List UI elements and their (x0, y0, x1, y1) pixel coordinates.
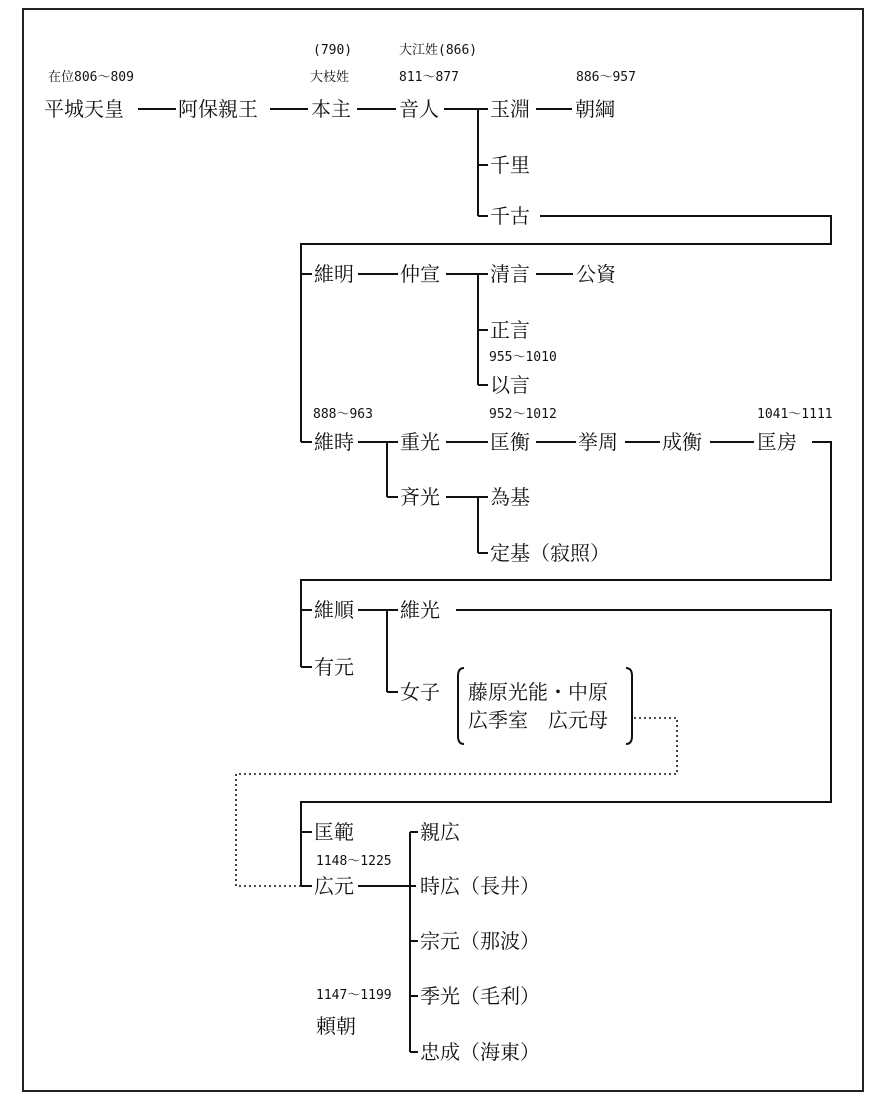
bracket-line-1: 藤原光能・中原 (468, 680, 608, 704)
otondo-sei-note: 大江姓(866) (399, 43, 478, 58)
person-koretoki: 維時 (314, 430, 354, 454)
person-tamabuchi: 玉淵 (490, 97, 530, 121)
person-yoritomo: 頼朝 (316, 1014, 356, 1038)
mochinori-years-note: 955～1010 (489, 350, 557, 365)
person-shigemitsu: 重光 (400, 430, 440, 454)
person-motonushi: 本主 (311, 97, 351, 121)
koretoki-years-note: 888～963 (313, 407, 373, 422)
person-abo: 阿保親王 (178, 97, 258, 121)
person-onnago: 女子 (400, 680, 440, 704)
person-tokihiro: 時広（長井） (420, 874, 540, 898)
motonushi-sei-note: 大枝姓 (310, 70, 350, 85)
person-heizei: 平城天皇 (44, 97, 124, 121)
person-narimitsu: 斉光 (400, 485, 440, 509)
person-masanori: 正言 (490, 318, 530, 342)
person-chikahiro: 親広 (420, 820, 460, 844)
person-kiyonori: 清言 (490, 262, 530, 286)
person-chifuru: 千古 (490, 204, 530, 228)
person-asatsuna: 朝綱 (575, 97, 615, 121)
person-masafusa: 匡房 (757, 430, 797, 454)
person-hiromoto: 広元 (314, 874, 354, 898)
hiromoto-years-note: 1148～1225 (316, 854, 392, 869)
person-narihira: 成衡 (662, 430, 702, 454)
person-mochinori: 以言 (490, 373, 530, 397)
asatsuna-years-note: 886～957 (576, 70, 636, 85)
person-nakanori: 仲宣 (400, 262, 440, 286)
bracket-line-2: 広季室 広元母 (468, 708, 608, 732)
person-tamemoto: 為基 (490, 485, 530, 509)
person-otondo: 音人 (399, 97, 439, 121)
person-munemoto: 宗元（那波） (420, 929, 540, 953)
person-kinsuke: 公資 (576, 262, 616, 286)
person-chisato: 千里 (490, 153, 530, 177)
person-tadanari: 忠成（海東） (420, 1040, 540, 1064)
person-takachika: 挙周 (578, 430, 618, 454)
person-arimoto: 有元 (314, 655, 354, 679)
masahira-years-note: 952～1012 (489, 407, 557, 422)
heizei-reign-note: 在位806～809 (48, 70, 134, 85)
person-koremitsu: 維光 (400, 598, 440, 622)
person-koremasa: 維明 (314, 262, 354, 286)
motonushi-year-note: (790) (313, 43, 353, 58)
person-masahira: 匡衡 (490, 430, 530, 454)
bracket (456, 666, 634, 746)
wrap-koremitsu (301, 610, 831, 886)
masafusa-years-note: 1041～1111 (757, 407, 833, 422)
otondo-years-note: 811～877 (399, 70, 459, 85)
wrap-chifuru (301, 216, 831, 442)
person-sadamoto: 定基（寂照） (490, 541, 610, 565)
person-masanori2: 匡範 (314, 820, 354, 844)
person-suemitsu: 季光（毛利） (420, 984, 540, 1008)
yoritomo-years-note: 1147～1199 (316, 988, 392, 1003)
person-korenori: 維順 (314, 598, 354, 622)
